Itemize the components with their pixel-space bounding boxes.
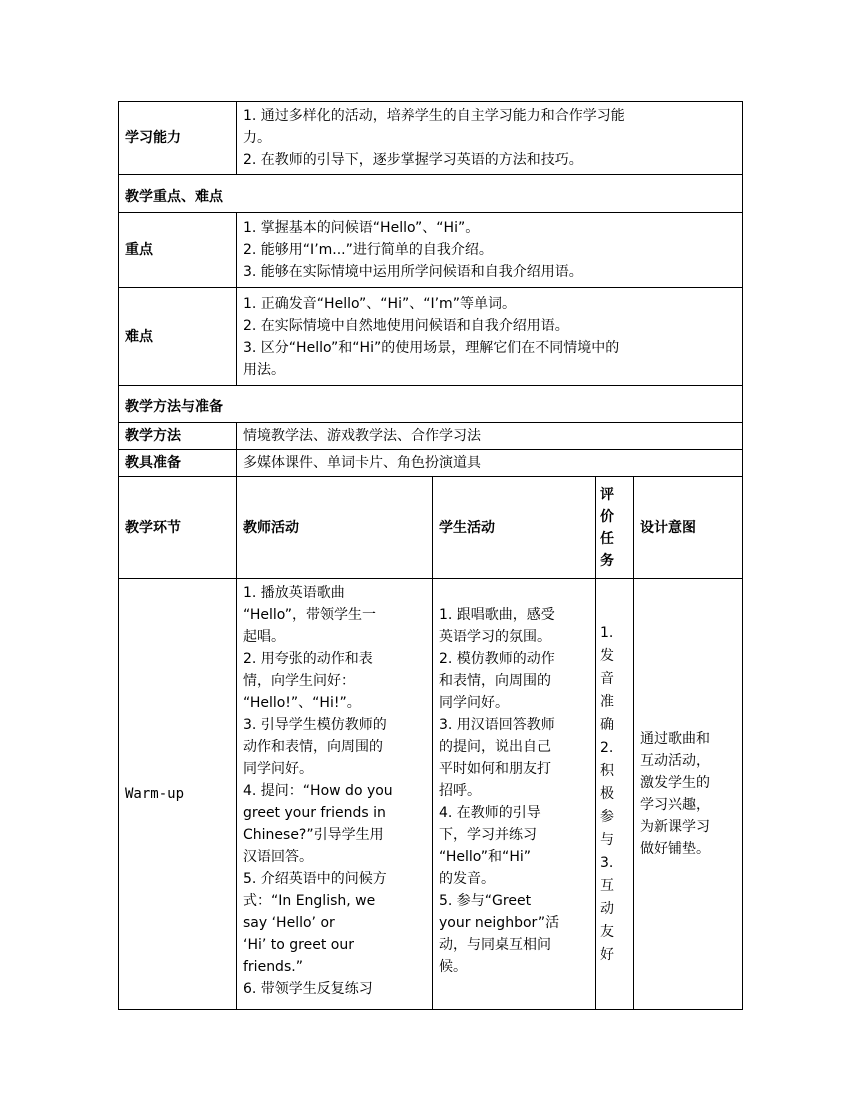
evaluation-line: 1. <box>600 624 614 641</box>
student-line: 1. 跟唱歌曲，感受 <box>439 607 555 623</box>
difficulties-label: 难点 <box>119 288 237 386</box>
design-line: 互动活动， <box>640 753 710 769</box>
method-section-title: 教学方法与准备 <box>119 386 743 423</box>
teacher-line: 2. 用夸张的动作和表 <box>243 651 373 667</box>
design-line: 为新课学习 <box>640 819 710 835</box>
student-line: 3. 用汉语回答教师 <box>439 717 555 733</box>
teacher-line: 5. 介绍英语中的问候方 <box>243 871 387 887</box>
header-student-activity: 学生活动 <box>433 477 596 579</box>
student-line: 4. 在教师的引导 <box>439 805 541 821</box>
student-line: 英语学习的氛围。 <box>439 629 551 645</box>
key-point-line: 1. 掌握基本的问候语“Hello”、“Hi”。 <box>243 220 480 236</box>
methods-label: 教学方法 <box>119 423 237 450</box>
teacher-line: 起唱。 <box>243 629 285 645</box>
evaluation-line: 极 <box>600 785 614 802</box>
design-line: 激发学生的 <box>640 775 710 791</box>
evaluation-line: 互 <box>600 877 614 894</box>
teacher-line: Chinese?”引导学生用 <box>243 827 384 843</box>
difficulty-line: 3. 区分“Hello”和“Hi”的使用场景，理解它们在不同情境中的 <box>243 339 620 356</box>
teacher-line: 动作和表情，向周围的 <box>243 739 383 755</box>
student-line: 下，学习并练习 <box>439 827 537 843</box>
ability-line: 1. 通过多样化的活动，培养学生的自主学习能力和合作学习能 <box>243 108 625 124</box>
evaluation-line: 好 <box>600 946 614 963</box>
key-points-content <box>237 213 743 288</box>
lesson-plan-table <box>118 101 743 1010</box>
header-evaluation-char: 评 <box>600 486 614 503</box>
header-evaluation-char: 价 <box>600 508 614 525</box>
header-teacher-activity: 教师活动 <box>237 477 433 579</box>
student-line: 和表情，向周围的 <box>439 673 551 689</box>
warmup-row <box>119 579 743 1010</box>
key-points-row <box>119 213 743 288</box>
teacher-line: greet your friends in <box>243 805 386 821</box>
student-line: your neighbor”活 <box>439 915 560 931</box>
teacher-line: 3. 引导学生模仿教师的 <box>243 717 387 733</box>
header-design-intent: 设计意图 <box>634 477 743 579</box>
evaluation-line: 动 <box>600 900 614 917</box>
difficulty-line: 2. 在实际情境中自然地使用问候语和自我介绍用语。 <box>243 317 569 334</box>
teacher-line: friends.” <box>243 959 303 975</box>
warmup-teacher-activity <box>237 579 433 1010</box>
student-line: 候。 <box>439 959 467 975</box>
teacher-line: 4. 提问：“How do you <box>243 783 393 799</box>
design-line: 做好铺垫。 <box>640 841 710 857</box>
focus-section-row <box>119 175 743 213</box>
student-line: 2. 模仿教师的动作 <box>439 651 555 667</box>
difficulties-content <box>237 288 743 386</box>
student-line: 同学问好。 <box>439 695 509 711</box>
student-line: 平时如何和朋友打 <box>439 761 551 777</box>
teacher-line: 情，向学生问好： <box>243 673 355 689</box>
difficulties-row <box>119 288 743 386</box>
warmup-stage: Warm-up <box>119 579 237 1010</box>
key-point-line: 3. 能够在实际情境中运用所学问候语和自我介绍用语。 <box>243 264 583 280</box>
methods-value: 情境教学法、游戏教学法、合作学习法 <box>237 423 743 450</box>
teacher-line: 式：“In English, we <box>243 893 376 909</box>
focus-section-title: 教学重点、难点 <box>119 175 743 213</box>
design-line: 通过歌曲和 <box>640 731 710 747</box>
header-evaluation-char: 任 <box>600 530 614 547</box>
student-line: 招呼。 <box>439 783 481 799</box>
evaluation-line: 3. <box>600 854 614 871</box>
teacher-line: say ‘Hello’ or <box>243 915 335 931</box>
teacher-line: 6. 带领学生反复练习 <box>243 981 373 997</box>
evaluation-line: 参 <box>600 808 614 825</box>
student-line: 5. 参与“Greet <box>439 893 532 909</box>
evaluation-line: 与 <box>600 831 614 848</box>
methods-row <box>119 423 743 450</box>
ability-row <box>119 102 743 175</box>
ability-content <box>237 102 743 175</box>
evaluation-line: 友 <box>600 923 614 940</box>
evaluation-line: 2. <box>600 739 614 756</box>
warmup-student-activity <box>433 579 596 1010</box>
warmup-evaluation <box>596 579 634 1010</box>
method-section-row <box>119 386 743 423</box>
difficulty-line: 1. 正确发音“Hello”、“Hi”、“I’m”等单词。 <box>243 295 516 312</box>
student-line: 的提问，说出自己 <box>439 739 551 755</box>
evaluation-line: 准 <box>600 693 614 710</box>
evaluation-line: 发 <box>600 647 614 664</box>
teacher-line: ‘Hi’ to greet our <box>243 937 354 953</box>
header-stage: 教学环节 <box>119 477 237 579</box>
ability-line: 力。 <box>243 130 271 146</box>
materials-value: 多媒体课件、单词卡片、角色扮演道具 <box>237 450 743 477</box>
teacher-line: 汉语回答。 <box>243 849 313 865</box>
teacher-line: 同学问好。 <box>243 761 313 777</box>
ability-line: 2. 在教师的引导下，逐步掌握学习英语的方法和技巧。 <box>243 152 583 168</box>
difficulty-line: 用法。 <box>243 361 285 378</box>
design-line: 学习兴趣， <box>640 797 710 813</box>
process-header-row <box>119 477 743 579</box>
key-point-line: 2. 能够用“I’m...”进行简单的自我介绍。 <box>243 242 493 258</box>
ability-label: 学习能力 <box>119 102 237 175</box>
evaluation-line: 积 <box>600 762 614 779</box>
student-line: “Hello”和“Hi” <box>439 849 531 865</box>
evaluation-line: 音 <box>600 670 614 687</box>
teacher-line: “Hello”，带领学生一 <box>243 607 377 623</box>
student-line: 的发音。 <box>439 871 495 887</box>
warmup-design-intent <box>634 579 743 1010</box>
key-points-label: 重点 <box>119 213 237 288</box>
teacher-line: 1. 播放英语歌曲 <box>243 585 345 601</box>
evaluation-line: 确 <box>600 716 614 733</box>
header-evaluation <box>596 477 634 579</box>
teacher-line: “Hello!”、“Hi!”。 <box>243 695 361 711</box>
header-evaluation-char: 务 <box>600 552 614 569</box>
student-line: 动，与同桌互相问 <box>439 937 551 953</box>
materials-label: 教具准备 <box>119 450 237 477</box>
materials-row <box>119 450 743 477</box>
